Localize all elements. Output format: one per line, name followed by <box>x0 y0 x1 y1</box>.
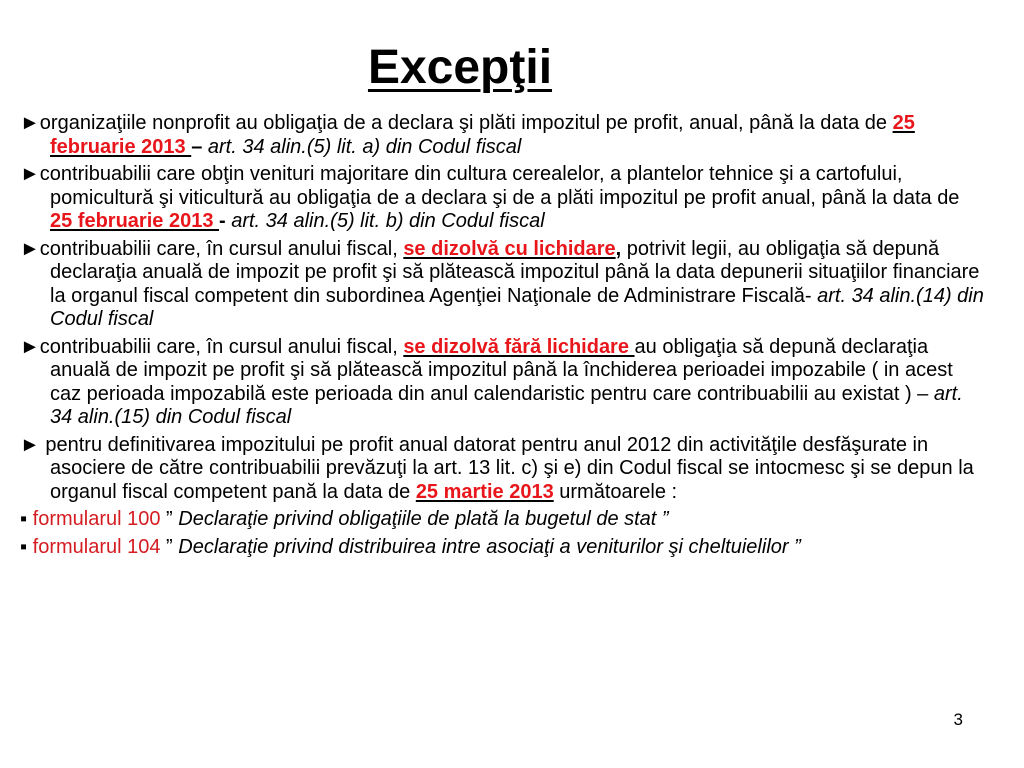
dash: - <box>219 210 232 232</box>
bullet-square-icon: ▪ <box>20 508 28 530</box>
bullet-square-icon: ▪ <box>20 535 28 558</box>
paragraph-text: contribuabilii care obţin venituri majoritare din cultura cerealelor, a plantelor tehnice şi a cartofului, pomicultură şi viticultură au obligaţia de a declara şi de a plăti impozitul pe profit anual, până la data de <box>39 163 960 209</box>
paragraph-text: ” <box>160 508 179 530</box>
paragraph-text: pentru definitivarea impozitului pe profit anual datorat pentru anul 2012 din activităţile desfăşurate in asociere de către contribuabilii prevăzuţi la art. 13 lit. c) şi e) din Codul fiscal se intocmesc şi se depun la organul fiscal competent pană la data de <box>39 433 974 503</box>
paragraph-text: potrivit legii, au obligaţia să depună declaraţia anuală de impozit pe profit şi să plătească impozitul până la data depunerii situaţiilor financiare la organul fiscal competent din subordinea Agenţiei Naţionale de Administrare Fiscală- <box>50 237 980 307</box>
paragraph-form-100 <box>10 508 985 532</box>
bullet-arrow-icon: ► <box>20 433 40 456</box>
form-title: Declaraţie privind distribuirea intre asociaţi a veniturilor şi cheltuielilor ” <box>178 535 801 558</box>
comma: , <box>615 237 622 260</box>
bullet-arrow-icon: ► <box>20 112 40 134</box>
deadline-highlight: 25 februarie 2013 <box>50 210 219 232</box>
paragraph-text: au obligaţia să depună declaraţia anuală de impozit pe profit şi să plătească impozitul până la închiderea perioadei impozabile ( in acest caz perioada impozabilă este perioada din anul calendaristic pentru care contribuabilii au existat ) – <box>50 335 953 405</box>
paragraph-form-104 <box>10 536 985 560</box>
paragraph-text: contribuabilii care, în cursul anului fiscal, <box>39 335 404 358</box>
dash: – <box>191 135 203 158</box>
paragraph-text: următoarele : <box>553 480 678 503</box>
bullet-arrow-icon: ► <box>20 237 40 260</box>
slide-body <box>10 112 985 559</box>
paragraph-text: ” <box>160 535 179 558</box>
deadline-highlight: 25 martie 2013 <box>415 480 554 503</box>
paragraph-nonprofit <box>10 112 985 159</box>
deadline-highlight: 25 februarie 2013 <box>50 112 915 158</box>
paragraph-association <box>10 434 985 505</box>
paragraph-text: contribuabilii care, în cursul anului fiscal, <box>39 237 404 260</box>
law-reference: art. 34 alin.(15) din Codul fiscal <box>50 382 963 428</box>
form-name: formularul 104 <box>27 535 161 558</box>
keyword-highlight: se dizolvă fără lichidare <box>403 335 635 358</box>
law-reference: art. 34 alin.(14) din Codul fiscal <box>50 284 984 330</box>
paragraph-text: organizaţiile nonprofit au obligaţia de a declara şi plăti impozitul pe profit, anual, până la data de <box>39 112 893 134</box>
law-reference: art. 34 alin.(5) lit. a) din Codul fiscal <box>207 135 522 158</box>
law-reference: art. 34 alin.(5) lit. b) din Codul fiscal <box>231 210 545 232</box>
page-number: 3 <box>953 710 963 729</box>
bullet-arrow-icon: ► <box>20 335 40 358</box>
bullet-arrow-icon: ► <box>20 163 40 185</box>
paragraph-liquidation <box>10 238 985 332</box>
slide-title: Excepţii <box>367 41 553 94</box>
form-name: formularul 100 <box>27 508 161 530</box>
form-title: Declaraţie privind obligaţiile de plată la bugetul de stat ” <box>178 508 669 530</box>
paragraph-agriculture <box>10 163 985 234</box>
paragraph-no-liquidation <box>10 336 985 430</box>
keyword-highlight: se dizolvă cu lichidare <box>403 237 616 260</box>
